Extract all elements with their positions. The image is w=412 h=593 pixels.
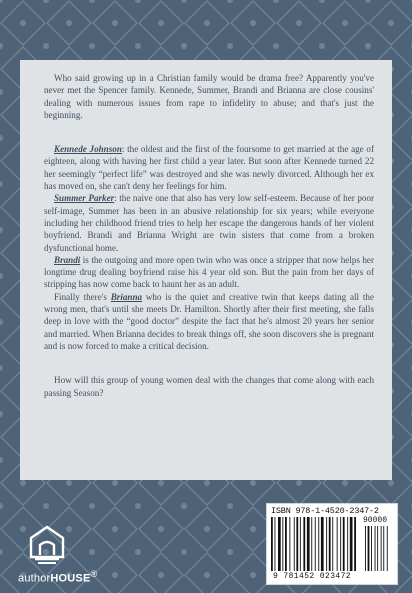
publisher-name-part2: HOUSE [50, 572, 91, 585]
brandi-name: Brandi [54, 254, 81, 265]
brianna-prefix: Finally there's [54, 291, 111, 302]
barcode-icon [271, 517, 393, 571]
kennede-text: : the oldest and the first of the foursome to get married at the age of eighteen, along with having her first child a year later. But soon after Kennede turned 22 her seemingly “perfect life” was destroyed and she was newly divorced. Although her ex has moved on, she can't deny her feelings for him. [44, 144, 374, 192]
brianna-name: Brianna [110, 291, 143, 302]
intro-paragraph: Who said growing up in a Christian family would be drama free? Apparently you've never met the Spencer family. Kennede, Summer, Brandi and Brianna are close cousins' dealing with numerous issues from rape to infidelity to abuse; and that's just the beginning. [44, 73, 374, 120]
isbn-label: ISBN 978-1-4520-2347-2 [271, 506, 379, 516]
kennede-paragraph [44, 143, 374, 192]
brianna-text: who is the quiet and creative twin that keeps dating all the wrong men, that's until she meets Dr. Hamilton. Shortly after their first meeting, she falls deep in love with the “good doctor” despite the fact that he's almost 20 years her senior and married. When Brianna decides to break things off, she soon discovers she is pregnant and is now forced to make a critical decision. [44, 291, 374, 351]
publisher-name-part1: author [18, 572, 51, 585]
closing-paragraph: How will this group of young women deal with the changes that come along with each passing Season? [44, 375, 374, 398]
brandi-paragraph [44, 254, 374, 291]
publisher-name [18, 569, 97, 585]
brianna-paragraph [44, 291, 374, 352]
price-code: 90000 [363, 516, 388, 525]
brandi-text: is the outgoing and more open twin who was once a stripper that now helps her longtime drug dealing boyfriend raise his 4 year old son. But the pain from her days of stripping has now come back to haunt her as an adult. [44, 254, 374, 290]
kennede-name: Kennede Johnson [54, 144, 122, 155]
barcode-box [266, 503, 398, 585]
registered-mark: ® [90, 569, 98, 579]
summer-text: : the naive one that also has very low self-esteem. Because of her poor self-image, Summer has been in an abusive relationship for six years; while everyone including her childhood friend tries to help her escape the dangerous hands of her violent boyfriend. Brandi and Brianna Wright are twin sisters that come from a broken dysfunctional home. [44, 193, 374, 253]
blurb-panel [20, 60, 392, 480]
blurb-text [44, 72, 374, 399]
summer-paragraph [44, 192, 374, 253]
summer-name: Summer Parker [54, 193, 115, 204]
barcode-digits: 9 781452 023472 [273, 572, 352, 581]
